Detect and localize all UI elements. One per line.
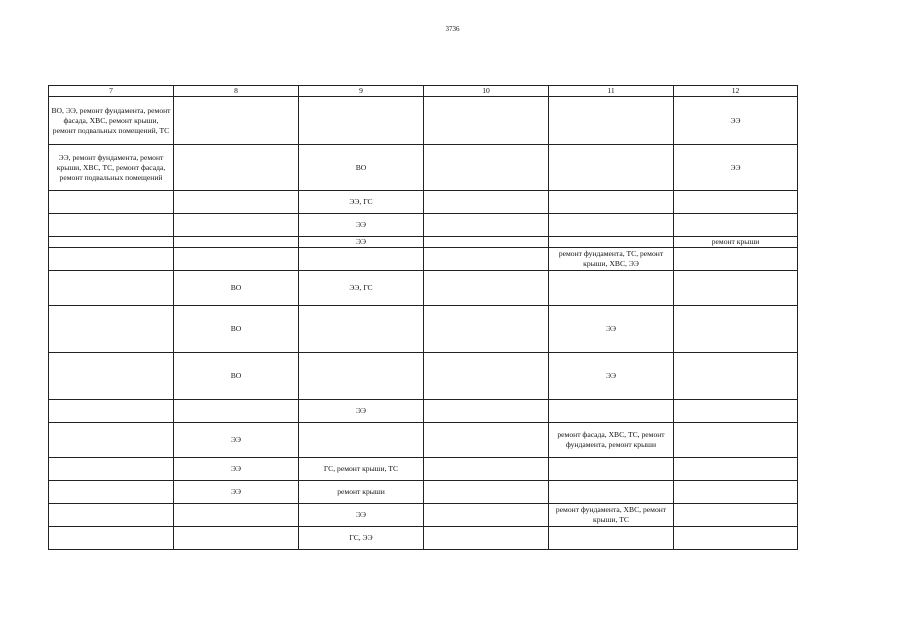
- table-cell: ЭЭ: [549, 306, 674, 353]
- table-row: [49, 504, 798, 527]
- table-cell: [299, 306, 424, 353]
- table-row: [49, 527, 798, 550]
- table-cell: ремонт фундамента, ТС, ремонт крыши, ХВС, ЭЭ: [549, 248, 674, 271]
- table-cell: [674, 527, 798, 550]
- table-cell: [549, 145, 674, 191]
- table-cell: [549, 271, 674, 306]
- table-cell: [174, 527, 299, 550]
- table-header-row: [49, 86, 798, 97]
- table-cell: [424, 271, 549, 306]
- table-cell: [49, 504, 174, 527]
- table-cell: [424, 504, 549, 527]
- table-cell: ЭЭ: [174, 458, 299, 481]
- table-cell: ВО, ЭЭ, ремонт фундамента, ремонт фасада, ХВС, ремонт крыши, ремонт подвальных помещений, ТС: [49, 97, 174, 145]
- table-cell: [49, 353, 174, 400]
- table-cell: [424, 423, 549, 458]
- table-cell: [424, 400, 549, 423]
- table-cell: [674, 504, 798, 527]
- table-cell: ЭЭ: [674, 145, 798, 191]
- table-cell: [674, 214, 798, 237]
- table-cell: ВО: [174, 306, 299, 353]
- table-cell: [424, 145, 549, 191]
- page-number: 3736: [445, 25, 460, 33]
- table-cell: ВО: [174, 353, 299, 400]
- table-cell: [424, 248, 549, 271]
- table-cell: [424, 214, 549, 237]
- table-row: [49, 248, 798, 271]
- column-header: 10: [424, 86, 549, 97]
- table-cell: [49, 458, 174, 481]
- table-cell: [299, 248, 424, 271]
- table-cell: [424, 191, 549, 214]
- table-cell: [424, 481, 549, 504]
- table-cell: [549, 400, 674, 423]
- table-cell: ремонт крыши: [299, 481, 424, 504]
- column-header: 12: [674, 86, 798, 97]
- table-cell: [174, 214, 299, 237]
- table-cell: [49, 481, 174, 504]
- table-cell: [424, 353, 549, 400]
- table-cell: [549, 191, 674, 214]
- table-cell: [49, 271, 174, 306]
- column-header: 11: [549, 86, 674, 97]
- table-cell: [424, 458, 549, 481]
- table-cell: [49, 400, 174, 423]
- column-header: 8: [174, 86, 299, 97]
- table-cell: [549, 97, 674, 145]
- table-row: [49, 306, 798, 353]
- table-cell: [549, 481, 674, 504]
- table-row: [49, 400, 798, 423]
- table-cell: ремонт крыши: [674, 237, 798, 248]
- table-row: [49, 458, 798, 481]
- table-cell: ЭЭ: [549, 353, 674, 400]
- table-cell: [549, 237, 674, 248]
- table-cell: [49, 214, 174, 237]
- table-cell: [424, 306, 549, 353]
- table-cell: [674, 353, 798, 400]
- table-cell: [674, 423, 798, 458]
- table-cell: [549, 458, 674, 481]
- table-row: [49, 191, 798, 214]
- table-cell: [674, 458, 798, 481]
- table-cell: ЭЭ, ГС: [299, 191, 424, 214]
- table-cell: ВО: [174, 271, 299, 306]
- column-header: 9: [299, 86, 424, 97]
- table-row: [49, 423, 798, 458]
- table-cell: [674, 306, 798, 353]
- column-header: 7: [49, 86, 174, 97]
- table-cell: [174, 97, 299, 145]
- table-cell: [174, 145, 299, 191]
- table-cell: ВО: [299, 145, 424, 191]
- table-cell: [674, 271, 798, 306]
- table-row: [49, 97, 798, 145]
- table-cell: ЭЭ: [174, 481, 299, 504]
- table-row: [49, 145, 798, 191]
- table-cell: ремонт фасада, ХВС, ТС, ремонт фундамента, ремонт крыши: [549, 423, 674, 458]
- table-cell: [49, 237, 174, 248]
- table-cell: ЭЭ: [299, 237, 424, 248]
- table-cell: ЭЭ: [674, 97, 798, 145]
- data-table: [48, 85, 798, 550]
- table-cell: [299, 423, 424, 458]
- table-cell: [549, 214, 674, 237]
- table-row: [49, 271, 798, 306]
- table-row: [49, 353, 798, 400]
- table-cell: [174, 504, 299, 527]
- table-cell: [674, 400, 798, 423]
- table-cell: [49, 306, 174, 353]
- table-cell: [674, 191, 798, 214]
- table-cell: ремонт фундамента, ХВС, ремонт крыши, ТС: [549, 504, 674, 527]
- table-row: [49, 481, 798, 504]
- table-cell: [674, 248, 798, 271]
- table-cell: ГС, ремонт крыши, ТС: [299, 458, 424, 481]
- table-cell: ЭЭ: [174, 423, 299, 458]
- table-cell: [49, 248, 174, 271]
- table-cell: ЭЭ: [299, 400, 424, 423]
- table-cell: [674, 481, 798, 504]
- table-cell: [424, 237, 549, 248]
- table-cell: ЭЭ, ремонт фундамента, ремонт крыши, ХВС, ТС, ремонт фасада, ремонт подвальных помещений: [49, 145, 174, 191]
- table-cell: ЭЭ, ГС: [299, 271, 424, 306]
- table-row: [49, 214, 798, 237]
- table-cell: [549, 527, 674, 550]
- table-cell: [424, 97, 549, 145]
- table-cell: [299, 97, 424, 145]
- table-cell: [49, 527, 174, 550]
- table-cell: ЭЭ: [299, 214, 424, 237]
- table-cell: [174, 400, 299, 423]
- table-cell: [49, 191, 174, 214]
- table-cell: [174, 237, 299, 248]
- table-cell: [424, 527, 549, 550]
- table-cell: ГС, ЭЭ: [299, 527, 424, 550]
- table-cell: [299, 353, 424, 400]
- table-cell: [49, 423, 174, 458]
- table-row: [49, 237, 798, 248]
- table-cell: [174, 191, 299, 214]
- table-cell: ЭЭ: [299, 504, 424, 527]
- table-cell: [174, 248, 299, 271]
